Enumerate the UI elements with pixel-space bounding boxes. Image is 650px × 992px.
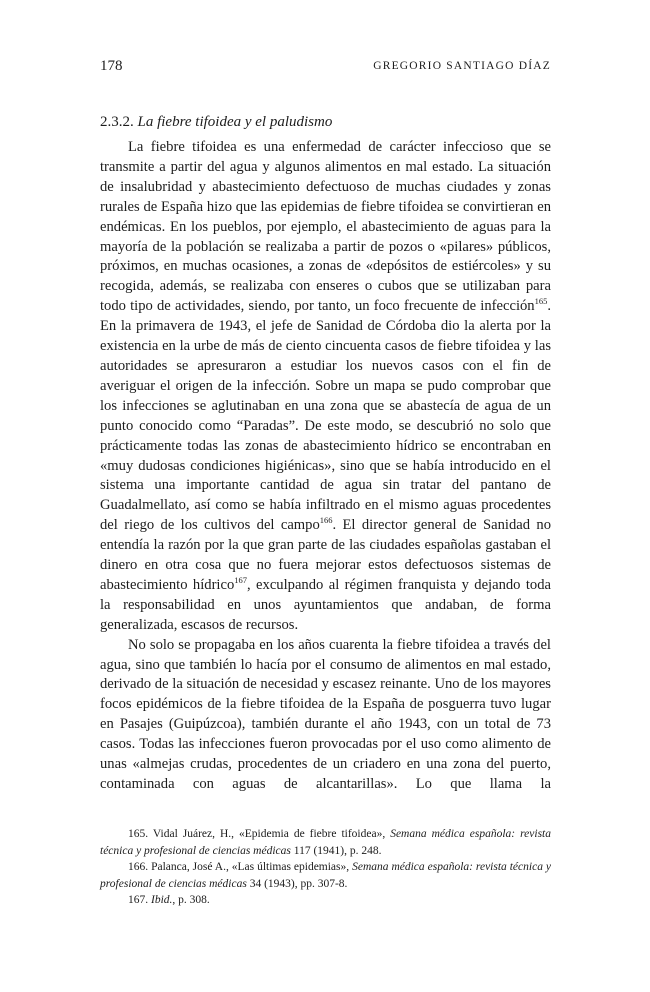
footnote-165 — [100, 826, 551, 859]
footnote-text: 34 (1943), pp. 307-8. — [246, 877, 348, 890]
footnote-ref-165[interactable]: 165 — [534, 296, 548, 307]
page-header — [100, 58, 551, 78]
section-number: 2.3.2. — [100, 114, 134, 130]
paragraph-2: No solo se propagaba en los años cuarenta la fiebre tifoidea a través del agua, sino que también lo hacía por el consumo de alimentos en mal estado, derivado de la situación de necesidad y escasez reinante. Uno de los mayores focos epidémicos de la fiebre tifoidea de la España de posguerra tuvo lugar en Pasajes (Guipúzcoa), también durante el año 1943, con un total de 73 casos. Todas las infecciones fueron provocadas por el uso como alimento de unas «almejas crudas, procedentes de un criadero en una zona del puerto, contaminada con aguas de alcantarillas». Lo que llama la — [100, 636, 551, 792]
footnotes — [100, 826, 551, 909]
footnote-source: Ibid. — [151, 894, 173, 907]
footnote-source: Semana médica española: revista técnica y profesional de ciencias médicas — [100, 861, 551, 890]
paragraph-1-part-2: . En la primavera de 1943, el jefe de Sanidad de Córdoba dio la alerta por la existencia en la urbe de más de ciento cincuenta casos de fiebre tifoidea y las autoridades se apresuraron a estudiar los nuevos casos con el fin de averiguar el origen de la infección. Sobre un mapa se pudo comprobar que los infecciones se aglutinaban en una zona que se abastecía de agua de un punto conocido como “Paradas”. De este modo, se descubrió no solo que prácticamente todas las zonas de abastecimiento hídrico se encontraban en «muy dudosas condiciones higiénicas», sino que se había introducido en el sistema una importante cantidad de agua sin tratar del pantano de Guadalmellato, así como se había infiltrado en el mismo aguas procedentes del riego de los cultivos del campo — [100, 298, 551, 534]
footnote-text: 165. Vidal Juárez, H., «Epidemia de fiebre tifoidea», — [128, 828, 391, 840]
footnote-source: Semana médica española: revista técnica y profesional de ciencias médicas — [100, 828, 551, 857]
footnote-ref-166[interactable]: 166 — [319, 515, 333, 526]
paragraph-1-part-1: La fiebre tifoidea es una enfermedad de carácter infeccioso que se transmite a partir del agua y algunos alimentos en mal estado. La situación de insalubridad y abastecimiento defectuoso de muchas ciudades y zonas rurales de España hizo que las epidemias de fiebre tifoidea se convirtieran en endémicas. En los pueblos, por ejemplo, el abastecimiento de aguas para la mayoría de la población se realizaba a partir de pozos o «pilares» públicos, próximos, en muchas ocasiones, a zonas de «depósitos de estiércoles» y su recogida, además, se realizaba con enseres o cubos que se utilizaban para todo tipo de actividades, siendo, por tanto, un foco frecuente de infección — [100, 139, 551, 315]
footnote-166 — [100, 859, 551, 892]
section-title: La fiebre tifoidea y el paludismo — [137, 114, 333, 130]
paragraph-1 — [100, 138, 551, 636]
body-text — [100, 138, 551, 795]
paragraph-1-part-3: . El director general de Sanidad no entendía la razón por la que gran parte de las ciudades españolas gastaban el dinero en otra cosa que no fuera mejorar estos defectuosos sistemas de abastecimiento hídrico — [100, 517, 551, 593]
running-head: GREGORIO SANTIAGO DÍAZ — [373, 60, 551, 72]
footnote-ref-167[interactable]: 167 — [234, 574, 248, 585]
footnote-text: , p. 308. — [172, 894, 210, 907]
footnote-text: 117 (1941), p. 248. — [290, 844, 382, 857]
footnote-text: 166. Palanca, José A., «Las últimas epidemias», — [128, 861, 353, 874]
paragraph-1-part-4: , exculpando al régimen franquista y dejando toda la responsabilidad en unos ayuntamientos que andaban, de forma generalizada, escasos de recursos. — [100, 576, 551, 633]
footnote-text: 167. — [128, 894, 151, 907]
section-heading — [100, 114, 332, 131]
footnote-167 — [100, 892, 551, 909]
page-number: 178 — [100, 58, 123, 74]
